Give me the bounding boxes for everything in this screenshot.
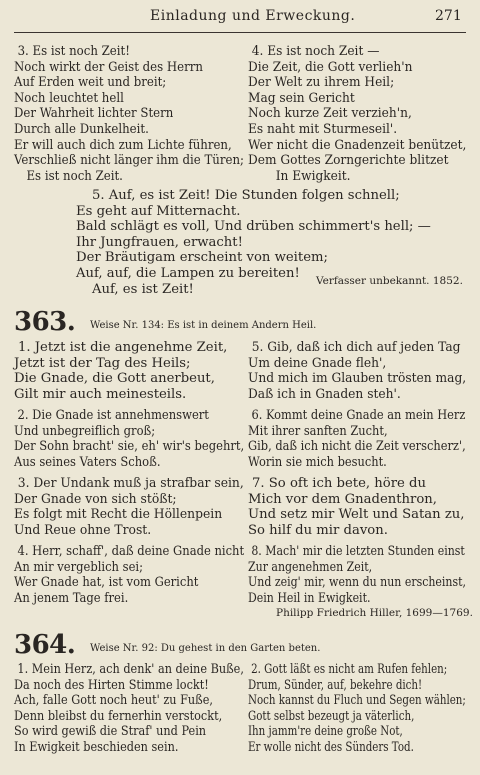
hymn-363-stanza-6 xyxy=(248,408,480,470)
verse-line: Es geht auf Mitternacht. xyxy=(76,203,241,219)
prev-hymn-stanza-4 xyxy=(248,44,480,184)
verse-line: Noch kurze Zeit verzieh'n, xyxy=(248,106,412,122)
verse-line: Durch alle Dunkelheit. xyxy=(14,121,149,137)
verse-line: Auf Erden weit und breit; xyxy=(14,75,167,91)
verse-line: Dein Heil in Ewigkeit. xyxy=(248,590,371,606)
verse-line: Gib, daß ich nicht die Zeit verscherz', xyxy=(248,439,466,455)
verse-line: Ach, falle Gott noch heut' zu Fuße, xyxy=(14,693,213,709)
prev-hymn-credit: Verfasser unbekannt. 1852. xyxy=(316,275,463,287)
verse-line: Gott selbst bezeugt ja väterlich, xyxy=(248,708,415,724)
verse-line: Noch kannst du Fluch und Segen wählen; xyxy=(248,693,466,709)
verse-line: Aus seines Vaters Schoß. xyxy=(14,454,161,470)
verse-line: Es naht mit Sturmeseil'. xyxy=(248,121,398,137)
hymn-363-stanza-5 xyxy=(248,340,480,402)
verse-line: Wer Gnade hat, ist vom Gericht xyxy=(14,575,199,591)
verse-line: Auf, es ist Zeit! xyxy=(92,281,194,297)
verse-line: Es ist noch Zeit. xyxy=(26,168,123,184)
verse-line: 7. So oft ich bete, höre du xyxy=(252,476,426,491)
verse-line: 2. Gott läßt es nicht am Rufen fehlen; xyxy=(251,662,448,677)
verse-line: Er will auch dich zum Lichte führen, xyxy=(14,137,232,153)
header-rule xyxy=(14,32,466,33)
verse-line: Gilt mir auch meinesteils. xyxy=(14,386,187,402)
hymn-number-363: 363. xyxy=(14,307,76,337)
verse-line: Bald schlägt es voll, Und drüben schimmert's hell; — xyxy=(76,219,431,235)
verse-line: Verschließ nicht länger ihm die Türen; xyxy=(14,153,244,169)
verse-line: Und setz mir Welt und Satan zu, xyxy=(248,507,465,523)
hymn-363-credit: Philipp Friedrich Hiller, 1699—1769. xyxy=(276,607,473,619)
hymn-363-stanza-2 xyxy=(14,408,277,470)
verse-line: Da noch des Hirten Stimme lockt! xyxy=(14,677,209,693)
verse-line: 6. Kommt deine Gnade an mein Herz xyxy=(251,408,466,423)
verse-line: Der Wahrheit lichter Stern xyxy=(14,106,174,122)
verse-line: Und mich im Glauben trösten mag, xyxy=(248,371,467,387)
verse-line: Der Gnade von sich stößt; xyxy=(14,491,177,507)
verse-line: In Ewigkeit. xyxy=(275,168,351,184)
verse-line: Worin sie mich besucht. xyxy=(248,454,387,470)
verse-line: Und Reue ohne Trost. xyxy=(14,522,152,538)
verse-line: Zur angenehmen Zeit, xyxy=(248,559,373,575)
hymn-363-stanza-3 xyxy=(14,476,260,538)
verse-line: An jenem Tage frei. xyxy=(14,590,129,606)
verse-line: 1. Jetzt ist die angenehme Zeit, xyxy=(18,340,228,355)
verse-line: 5. Auf, es ist Zeit! Die Stunden folgen schnell; xyxy=(92,188,400,203)
hymn-363-left-column xyxy=(14,340,227,402)
verse-line: Der Welt zu ihrem Heil; xyxy=(248,75,395,91)
verse-line: Die Gnade, die Gott anerbeut, xyxy=(14,371,215,387)
verse-line: Jetzt ist der Tag des Heils; xyxy=(14,355,191,371)
verse-line: Der Bräutigam erscheint von weitem; xyxy=(76,250,328,266)
hymn-363-stanza-8 xyxy=(248,544,480,606)
verse-line: 4. Es ist noch Zeit — xyxy=(251,44,380,59)
verse-line: 4. Herr, schaff', daß deine Gnade nicht xyxy=(17,544,245,559)
prev-hymn-stanza-3 xyxy=(14,44,272,184)
verse-line: Es folgt mit Recht die Höllenpein xyxy=(14,507,223,523)
verse-line: Denn bleibst du fernerhin verstockt, xyxy=(14,708,223,724)
verse-line: Er wolle nicht des Sünders Tod. xyxy=(248,739,414,755)
verse-line: Dem Gottes Zorngerichte blitzet xyxy=(248,153,449,169)
hymn-number-364: 364. xyxy=(14,630,76,660)
tune-reference-363: Weise Nr. 134: Es ist in deinem Andern Heil. xyxy=(90,320,317,331)
tune-reference-364: Weise Nr. 92: Du gehest in den Garten beten. xyxy=(90,643,321,654)
verse-line: 1. Mein Herz, ach denk' an deine Buße, xyxy=(17,662,244,677)
running-header xyxy=(0,8,480,30)
verse-line: Mich vor dem Gnadenthron, xyxy=(248,491,437,507)
hymn-363-stanza-7 xyxy=(248,476,464,538)
verse-line: Drum, Sünder, auf, bekehre dich! xyxy=(248,677,423,693)
verse-line: Ihn jamm're deine große Not, xyxy=(248,724,403,740)
verse-line: Ihr Jungfrauen, erwacht! xyxy=(76,234,243,250)
hymn-363-stanza-4 xyxy=(14,544,277,606)
verse-line: 5. Gib, daß ich dich auf jeden Tag xyxy=(251,340,461,355)
verse-line: Noch wirkt der Geist des Herrn xyxy=(14,59,203,75)
verse-line: Und unbegreiflich groß; xyxy=(14,423,156,439)
verse-line: Um deine Gnade fleh', xyxy=(248,355,387,371)
verse-line: Wer nicht die Gnadenzeit benützet, xyxy=(248,137,467,153)
hymn-364-stanza-2 xyxy=(248,662,480,756)
verse-line: 8. Mach' mir die letzten Stunden einst xyxy=(251,544,465,559)
verse-line: In Ewigkeit beschieden sein. xyxy=(14,739,179,755)
verse-line: Auf, auf, die Lampen zu bereiten! xyxy=(76,265,300,281)
verse-line: An mir vergeblich sei; xyxy=(14,559,143,575)
verse-line: 3. Es ist noch Zeit! xyxy=(17,44,130,59)
page-title: Einladung und Erweckung. xyxy=(150,8,356,24)
verse-line: 2. Die Gnade ist annehmenswert xyxy=(17,408,209,423)
verse-line: Mag sein Gericht xyxy=(248,90,355,106)
verse-line: Die Zeit, die Gott verlieh'n xyxy=(248,59,413,75)
verse-line: So hilf du mir davon. xyxy=(248,522,388,538)
page-number: 271 xyxy=(435,8,462,24)
verse-line: Daß ich in Gnaden steh'. xyxy=(248,386,401,402)
verse-line: So wird gewiß die Straf' und Pein xyxy=(14,724,207,740)
verse-line: Noch leuchtet hell xyxy=(14,90,124,106)
verse-line: Und zeig' mir, wenn du nun erscheinst, xyxy=(248,575,467,591)
verse-line: Mit ihrer sanften Zucht, xyxy=(248,423,388,439)
verse-line: Der Sohn bracht' sie, eh' wir's begehrt, xyxy=(14,439,245,455)
verse-line: 3. Der Undank muß ja strafbar sein, xyxy=(17,476,244,491)
hymn-364-stanza-1 xyxy=(14,662,283,756)
